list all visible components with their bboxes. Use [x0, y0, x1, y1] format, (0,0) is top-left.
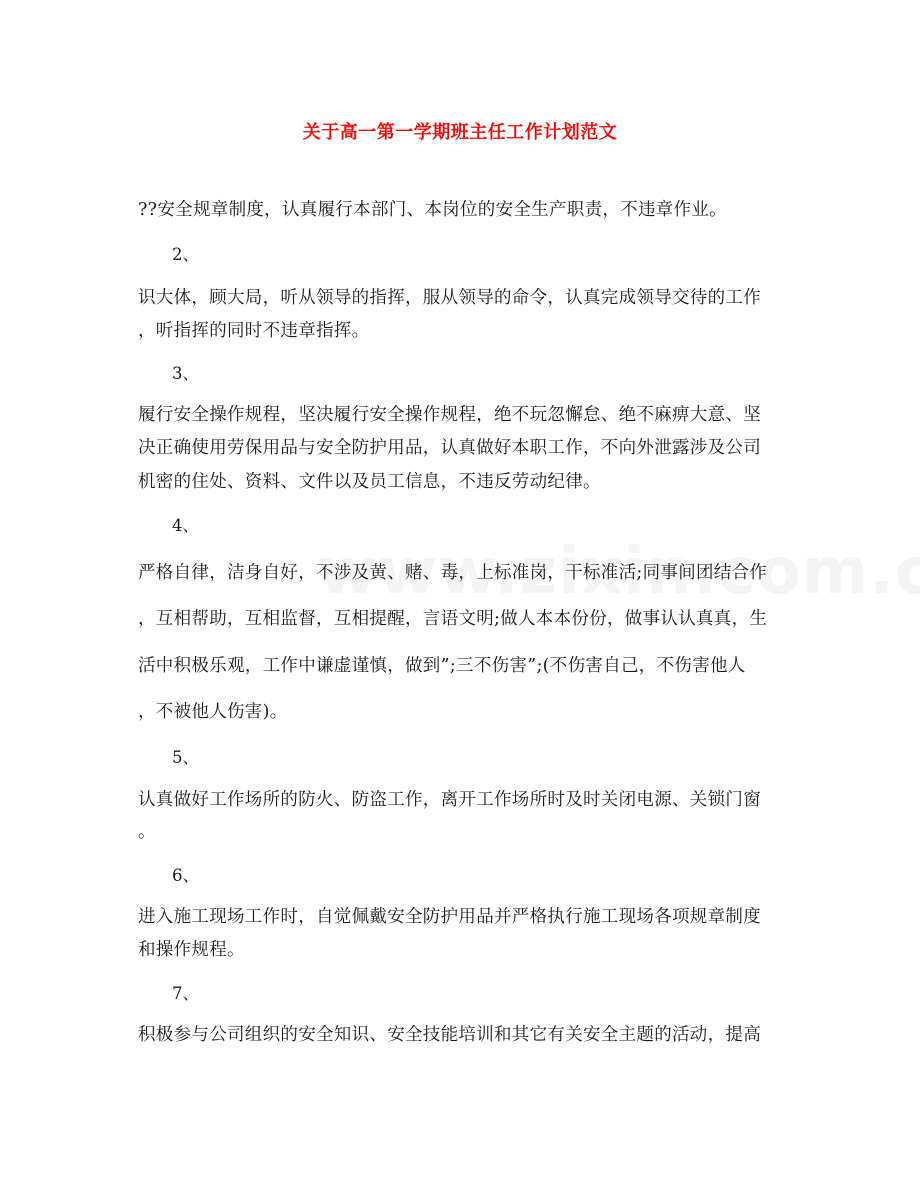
item-number: 7、: [172, 984, 199, 1003]
paragraph-line: 履行安全操作规程，坚决履行安全操作规程，绝不玩忽懈怠、绝不麻痹大意、坚: [138, 405, 761, 425]
paragraph-line: ，听指挥的同时不违章指挥。: [138, 321, 370, 341]
item-number: 3、: [172, 364, 199, 383]
paragraph-line: 机密的住处、资料、文件以及员工信息，不违反劳动纪律。: [138, 472, 601, 492]
paragraph-line: 。: [138, 822, 156, 842]
paragraph-line: 认真做好工作场所的防火、防盗工作，离开工作场所时及时关闭电源、关锁门窗: [138, 790, 761, 810]
item-number: 6、: [172, 866, 199, 885]
item-number: 4、: [172, 516, 199, 535]
paragraph-line: 识大体，顾大局，听从领导的指挥，服从领导的命令，认真完成领导交待的工作: [138, 288, 761, 308]
paragraph-line: 决正确使用劳保用品与安全防护用品，认真做好本职工作，不向外泄露涉及公司: [138, 438, 761, 458]
paragraph-line: 活中积极乐观，工作中谦虚谨慎，做到”;三不伤害”;(不伤害自己，不伤害他人: [138, 656, 746, 676]
paragraph-line: 和操作规程。: [138, 940, 245, 960]
paragraph-line: ，互相帮助，互相监督，互相提醒，言语文明;做人本本份份，做事认认真真，生: [138, 609, 768, 629]
paragraph-line: 积极参与公司组织的安全知识、安全技能培训和其它有关安全主题的活动，提高: [138, 1025, 761, 1045]
item-number: 5、: [172, 748, 199, 767]
paragraph-line: ，不被他人伤害)。: [138, 702, 288, 722]
paragraph-line: ??安全规章制度，认真履行本部门、本岗位的安全生产职责，不违章作业。: [138, 200, 727, 220]
document-title: 关于高一第一学期班主任工作计划范文: [302, 122, 618, 143]
paragraph-line: 进入施工现场工作时，自觉佩戴安全防护用品并严格执行施工现场各项规章制度: [138, 907, 761, 927]
paragraph-line: 严格自律，洁身自好，不涉及黄、赌、毒，上标准岗，干标准活;同事间团结合作: [138, 563, 768, 583]
item-number: 2、: [172, 245, 199, 264]
